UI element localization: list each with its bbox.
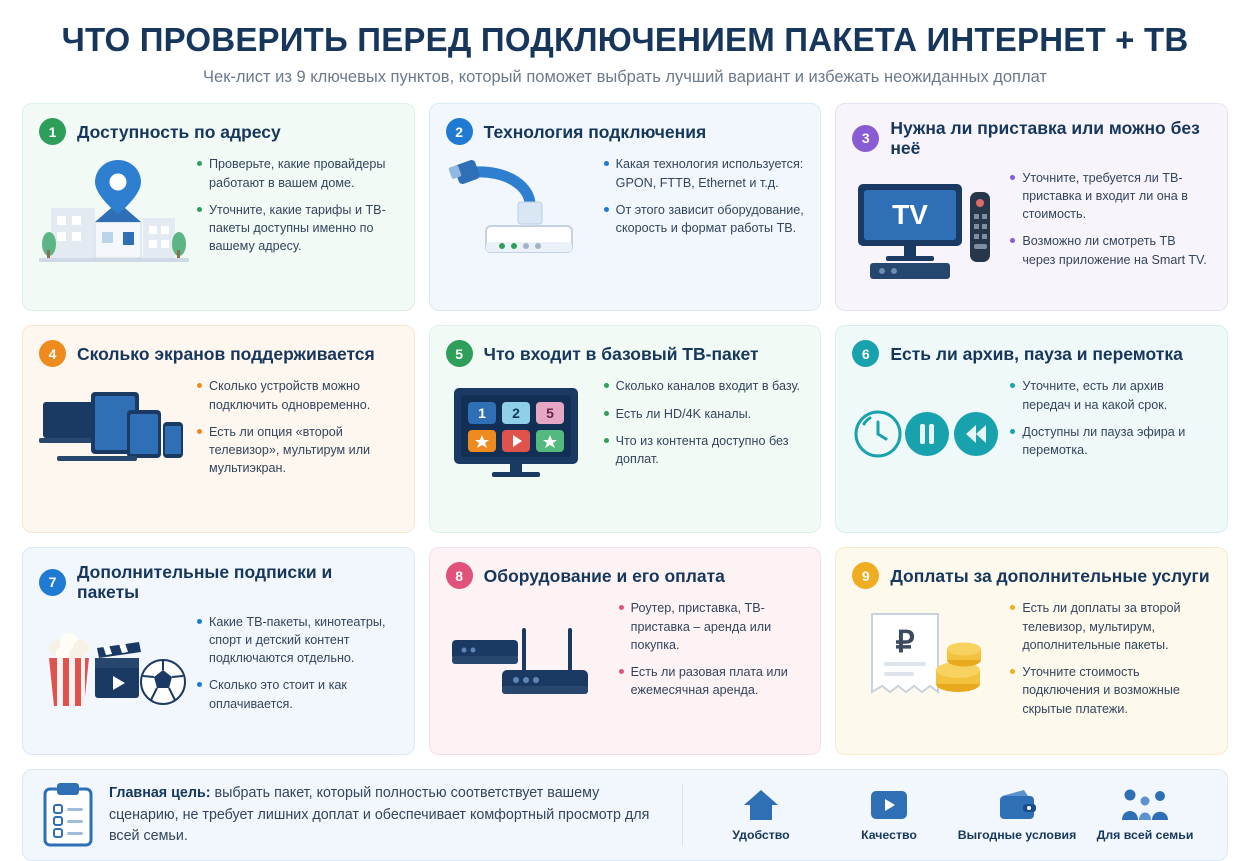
family-icon — [1081, 788, 1209, 822]
svg-text:1: 1 — [477, 405, 486, 422]
tv-channel-tiles-illustration — [446, 377, 596, 497]
svg-text:2: 2 — [511, 405, 520, 422]
card-number-badge: 4 — [39, 340, 66, 367]
card-header — [39, 562, 398, 602]
bullet-item: Что из контента доступно без доплат. — [604, 432, 805, 469]
footer-goal-label: Главная цель: — [109, 785, 211, 802]
card-number-badge: 9 — [852, 562, 879, 589]
card-bullets — [619, 599, 805, 708]
bullet-item: Сколько устройств можно подключить одновременно. — [197, 377, 398, 414]
bullet-item: Есть ли разовая плата или ежемесячная аренда. — [619, 663, 805, 700]
card-title: Что входит в базовый ТВ-пакет — [483, 343, 759, 364]
home-icon — [697, 788, 825, 822]
bullet-item: Роутер, приставка, ТВ-приставка – аренда или покупка. — [619, 599, 805, 654]
clipboard-icon — [41, 783, 95, 847]
header — [22, 22, 1228, 87]
card-title: Доступность по адресу — [77, 121, 281, 142]
bullet-item: Есть ли опция «второй телевизор», мультирум или мультиэкран. — [197, 423, 398, 478]
svg-text:₽: ₽ — [895, 626, 915, 660]
card-bullets — [1010, 377, 1211, 468]
bullet-item: Уточните, требуется ли ТВ-приставка и входит ли она в стоимость. — [1010, 169, 1211, 224]
card-number-badge: 8 — [446, 562, 473, 589]
benefit-label: Для всей семьи — [1096, 828, 1194, 843]
card-bullets — [197, 155, 398, 264]
benefit-quality — [825, 788, 953, 842]
popcorn-clapper-ball-illustration — [39, 613, 189, 733]
checklist-card-5 — [429, 325, 822, 533]
footer-divider — [682, 784, 683, 846]
card-header — [39, 118, 398, 145]
bullet-item: Доступны ли пауза эфира и перемотка. — [1010, 423, 1211, 460]
card-title: Оборудование и его оплата — [483, 565, 725, 586]
checklist-grid — [22, 103, 1228, 755]
card-header — [446, 562, 805, 589]
svg-text:TV: TV — [892, 198, 929, 230]
benefit-label: Удобство — [732, 828, 790, 843]
router-and-settopbox-illustration — [446, 599, 611, 719]
checklist-card-3 — [835, 103, 1228, 311]
checklist-card-4 — [22, 325, 415, 533]
bullet-item: Сколько каналов входит в базу. — [604, 377, 805, 395]
cable-and-modem-illustration — [446, 155, 596, 275]
footer-goal-text — [109, 783, 668, 847]
card-header — [852, 118, 1211, 158]
card-title: Технология подключения — [483, 121, 707, 142]
wallet-icon — [953, 788, 1081, 822]
checklist-card-7 — [22, 547, 415, 755]
footer-goal-body: выбрать пакет, который полностью соответствует вашему сценарию, не требует лишних доплат и обеспечивает комфортный просмотр для всей семьи. — [109, 785, 650, 845]
bullet-item: Есть ли HD/4K каналы. — [604, 405, 805, 423]
card-header — [39, 340, 398, 367]
card-header — [446, 118, 805, 145]
card-number-badge: 6 — [852, 340, 879, 367]
card-number-badge: 7 — [39, 569, 66, 596]
tv-settopbox-remote-illustration — [852, 169, 1002, 289]
benefits-row — [697, 788, 1209, 842]
page-subtitle: Чек-лист из 9 ключевых пунктов, который поможет выбрать лучший вариант и избежать неожиданных доплат — [203, 68, 1047, 87]
card-bullets — [197, 377, 398, 486]
card-title: Сколько экранов поддерживается — [77, 343, 375, 364]
card-title: Доплаты за дополнительные услуги — [890, 565, 1210, 586]
card-number-badge: 1 — [39, 118, 66, 145]
checklist-card-6 — [835, 325, 1228, 533]
bullet-item: От этого зависит оборудование, скорость и формат работы ТВ. — [604, 201, 805, 238]
checklist-card-2 — [429, 103, 822, 311]
house-with-pin-illustration — [39, 155, 189, 275]
card-number-badge: 5 — [446, 340, 473, 367]
page-title: ЧТО ПРОВЕРИТЬ ПЕРЕД ПОДКЛЮЧЕНИЕМ ПАКЕТА ИНТЕРНЕТ + ТВ — [61, 21, 1189, 58]
card-title: Нужна ли приставка или можно без неё — [890, 118, 1200, 159]
svg-text:5: 5 — [545, 405, 554, 422]
benefit-label: Выгодные условия — [957, 828, 1077, 843]
multiple-devices-illustration — [39, 377, 189, 497]
benefit-convenience — [697, 788, 825, 842]
card-number-badge: 2 — [446, 118, 473, 145]
bullet-item: Возможно ли смотреть ТВ через приложение на Smart TV. — [1010, 232, 1211, 269]
checklist-card-9 — [835, 547, 1228, 755]
benefit-label: Качество — [861, 828, 917, 843]
checklist-card-8 — [429, 547, 822, 755]
card-bullets — [604, 155, 805, 246]
benefit-family — [1081, 788, 1209, 842]
card-bullets — [1010, 599, 1211, 727]
card-bullets — [1010, 169, 1211, 278]
card-number-badge: 3 — [852, 125, 879, 152]
card-title: Дополнительные подписки и пакеты — [77, 562, 333, 603]
bullet-item: Какая технология используется: GPON, FTTB, Ethernet и т.д. — [604, 155, 805, 192]
benefit-conditions — [953, 788, 1081, 842]
card-header — [852, 340, 1211, 367]
invoice-and-coins-illustration — [852, 599, 1002, 719]
bullet-item: Уточните, есть ли архив передач и на какой срок. — [1010, 377, 1211, 414]
card-header — [446, 340, 805, 367]
bullet-item: Какие ТВ-пакеты, кинотеатры, спорт и детский контент подключаются отдельно. — [197, 613, 398, 668]
bullet-item: Уточните, какие тарифы и ТВ-пакеты доступны именно по вашему адресу. — [197, 201, 398, 256]
bullet-item: Проверьте, какие провайдеры работают в вашем доме. — [197, 155, 398, 192]
card-bullets — [197, 613, 398, 722]
checklist-card-1 — [22, 103, 415, 311]
footer-summary — [22, 769, 1228, 861]
play-icon — [825, 788, 953, 822]
card-header — [852, 562, 1211, 589]
card-title: Есть ли архив, пауза и перемотка — [890, 343, 1183, 364]
bullet-item: Сколько это стоит и как оплачивается. — [197, 676, 398, 713]
bullet-item: Уточните стоимость подключения и возможные скрытые платежи. — [1010, 663, 1211, 718]
card-bullets — [604, 377, 805, 477]
archive-pause-rewind-icons — [852, 377, 1002, 497]
bullet-item: Есть ли доплаты за второй телевизор, мультирум, дополнительные пакеты. — [1010, 599, 1211, 654]
